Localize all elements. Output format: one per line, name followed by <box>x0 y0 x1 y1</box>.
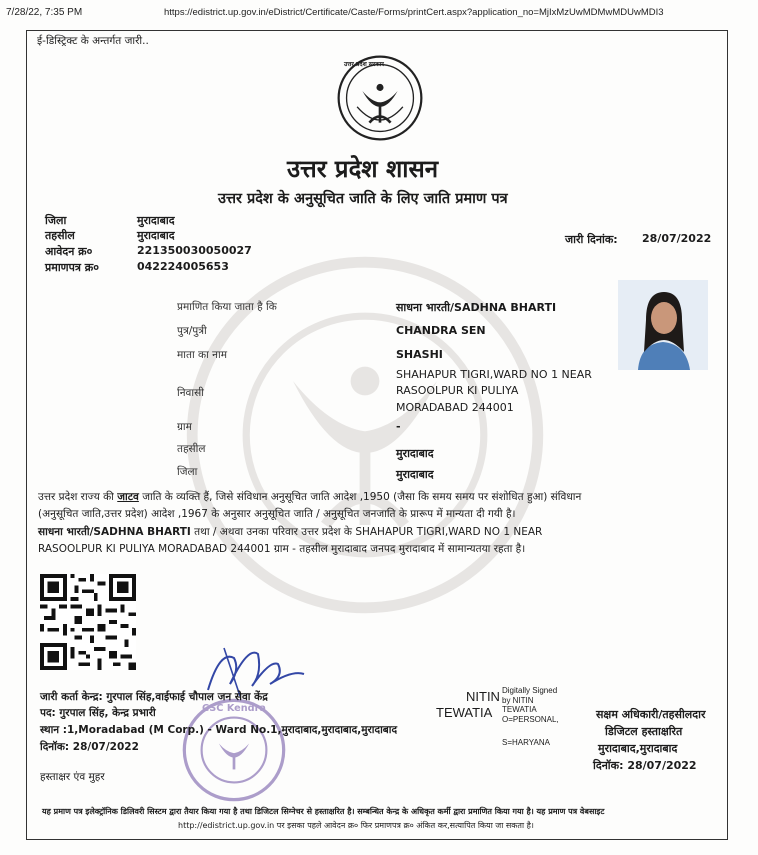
issuer-post: पद: गुरपाल सिंह, केन्द्र प्रभारी <box>40 707 156 719</box>
certificate-subtitle: उत्तर प्रदेश के अनुसूचित जाति के लिए जाति प्रमाण पत्र <box>218 191 508 207</box>
meta-value-district: मुरादाबाद <box>137 214 175 227</box>
meta-value-tehsil: मुरादाबाद <box>137 229 175 242</box>
qr-code-icon <box>40 574 136 670</box>
village-label: ग्राम <box>177 421 192 433</box>
digital-sign-detail: O=PERSONAL, <box>502 714 559 724</box>
mother-name: SHASHI <box>396 348 443 361</box>
mother-label: माता का नाम <box>177 349 227 361</box>
issue-date: 28/07/2022 <box>642 232 712 245</box>
issuer-centre: जारी कर्ता केन्द्र: गुरपाल सिंह,वाईफाई चौपाल जन सेवा केंद्र <box>40 691 268 703</box>
paragraph-text: जाति के व्यक्ति हैं, जिसे संविधान अनुसूचित जाति आदेश ,1950 (जैसा कि समय समय पर संशोधित हुआ) संविधान <box>138 491 582 503</box>
district-value: मुरादाबाद <box>396 468 434 481</box>
govt-title: उत्तर प्रदेश शासन <box>287 155 439 183</box>
digital-sign-detail: Digitally Signed <box>502 686 558 695</box>
issue-date-label: जारी दिनांक: <box>565 233 618 246</box>
paragraph-text: तथा / अथवा उनका परिवार उत्तर प्रदेश के SHAHAPUR TIGRI,WARD NO 1 NEAR <box>190 526 543 538</box>
meta-label-application-no: आवेदन क्र० <box>45 245 93 258</box>
tehsil-label: तहसील <box>177 443 206 455</box>
officer-signed: डिजिटल हस्ताक्षरित <box>605 725 683 738</box>
applicant-photo <box>618 280 708 370</box>
paragraph-name: साधना भारती/SADHNA BHARTI <box>38 526 191 538</box>
digital-sign-detail: TEWATIA <box>502 705 537 714</box>
caste-name: जाटव <box>117 491 139 503</box>
emblem-text: उत्तर प्रदेश सरकार <box>344 61 384 68</box>
digital-sign-details <box>502 686 559 748</box>
paragraph-line-2: (अनुसूचित जाति,उत्तर प्रदेश) आदेश ,1967 के अनुसार अनुसूचित जाति / अनुसूचित जनजाति के प्रारूप में मान्यता दी गयी है। <box>38 508 516 520</box>
digital-sign-name-2: TEWATIA <box>436 705 493 720</box>
meta-label-tehsil: तहसील <box>45 229 75 242</box>
officer-title: सक्षम अधिकारी/तहसीलदार <box>596 708 706 721</box>
meta-value-application-no: 221350030050027 <box>137 244 252 257</box>
address-line-1: SHAHAPUR TIGRI,WARD NO 1 NEAR <box>396 368 592 381</box>
applicant-name: साधना भारती/SADHNA BHARTI <box>396 301 557 314</box>
address-line-2: RASOOLPUR KI PULIYA <box>396 384 519 397</box>
relation-label: पुत्र/पुत्री <box>177 325 207 337</box>
print-datetime: 7/28/22, 7:35 PM <box>6 7 83 18</box>
village-value: - <box>396 420 401 433</box>
footer-line-2: http://edistrict.up.gov.in पर इसका पहले आवेदन क्र० फिर प्रमाणपत्र क्र० अंकित कर,सत्यापित किया जा सकता है। <box>178 821 534 830</box>
issued-under: ई-डिस्ट्रिक्ट के अन्तर्गत जारी.. <box>37 35 149 47</box>
meta-value-certificate-no: 042224005653 <box>137 260 229 273</box>
meta-label-district: जिला <box>45 214 67 227</box>
footer-line-1: यह प्रमाण पत्र इलेक्ट्रॉनिक डिलिवरी सिस्टम द्वारा तैयार किया गया है तथा डिजिटल सिग्नेचर से हस्ताक्षरित है। सम्बन्धित केन्द्र के अधिकृत कर्मी द्वारा प्रमाणित किया गया है। यह प्रमाण पत्र वेबसाइट <box>42 807 605 816</box>
seal-text: CSC Kendra <box>201 703 267 715</box>
paragraph-line-1 <box>38 489 581 505</box>
officer-location: मुरादाबाद,मुरादाबाद <box>598 742 678 755</box>
father-name: CHANDRA SEN <box>396 324 486 337</box>
paragraph-line-3 <box>38 524 542 540</box>
issuer-place: स्थान :1,Moradabad (M Corp.) - Ward No.1,मुरादाबाद,मुरादाबाद,मुरादाबाद <box>40 724 398 736</box>
meta-label-certificate-no: प्रमाणपत्र क्र० <box>45 261 99 274</box>
resident-label: निवासी <box>177 387 204 399</box>
certified-label: प्रमाणित किया जाता है कि <box>177 301 277 313</box>
paragraph-line-4: RASOOLPUR KI PULIYA MORADABAD 244001 ग्राम - तहसील मुरादाबाद जनपद मुरादाबाद में सामान्यतया रहता है। <box>38 543 526 555</box>
district-label: जिला <box>177 466 198 478</box>
csc-seal-icon <box>180 696 288 804</box>
digital-sign-detail: by NITIN <box>502 695 534 705</box>
sign-and-seal-label: हस्ताक्षर एंव मुहर <box>40 771 105 783</box>
paragraph-text: उत्तर प्रदेश राज्य की <box>38 491 118 503</box>
officer-date: दिनॉक: 28/07/2022 <box>593 759 697 772</box>
print-url[interactable]: https://edistrict.up.gov.in/eDistrict/Certificate/Caste/Forms/printCert.aspx?application_no=MjIxMzUwMDMwMDUwMDI3 <box>164 7 664 18</box>
address-line-3: MORADABAD 244001 <box>396 401 514 414</box>
applicant-photo-image-icon <box>618 280 708 370</box>
issuer-date: दिनॉक: 28/07/2022 <box>40 741 139 753</box>
digital-sign-detail: S=HARYANA <box>502 738 550 747</box>
digital-sign-name-1: NITIN <box>466 689 500 704</box>
tehsil-value: मुरादाबाद <box>396 447 434 460</box>
